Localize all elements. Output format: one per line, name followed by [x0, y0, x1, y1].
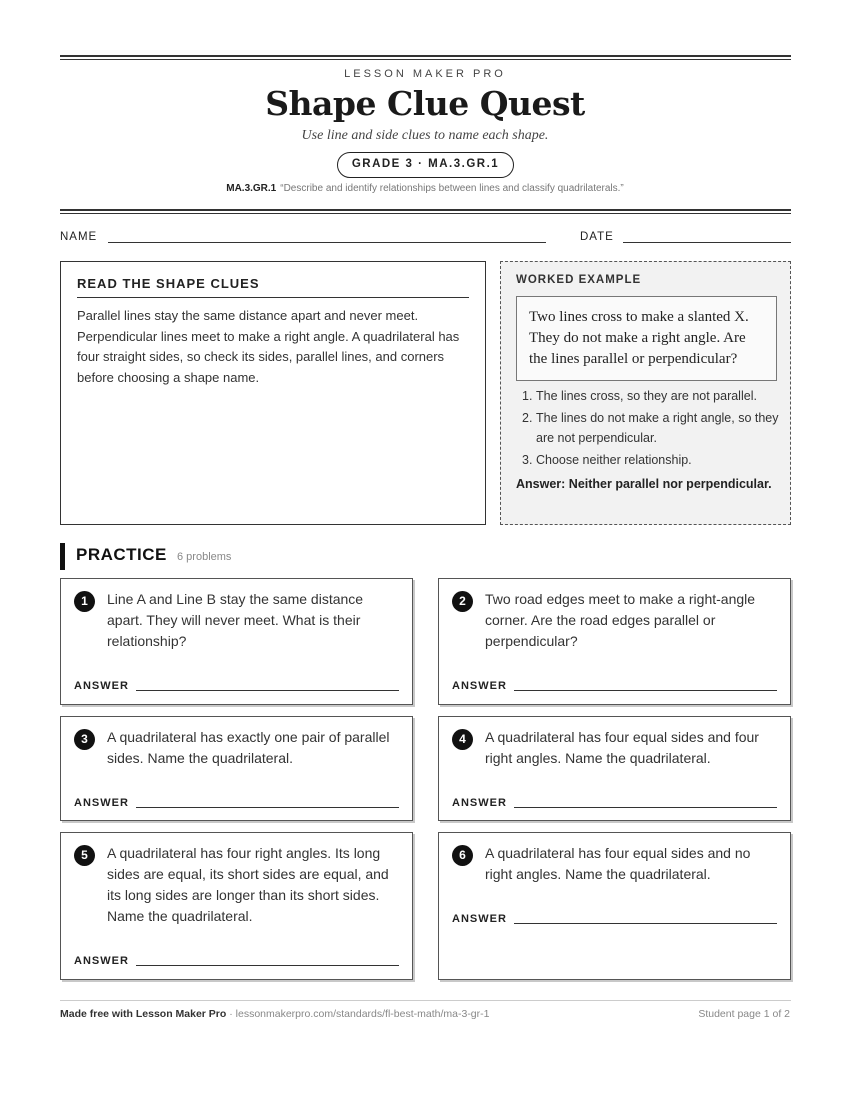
problem-card-1	[60, 578, 413, 705]
page-subtitle: Use line and side clues to name each shape.	[301, 128, 549, 143]
worked-example-panel	[500, 261, 791, 525]
footer-rule	[60, 1000, 791, 1001]
worked-example-answer: Answer: Neither parallel nor perpendicular.	[516, 477, 772, 491]
problem-number-badge: 1	[74, 591, 95, 612]
worked-step: 2. The lines do not make a right angle, so they are not perpendicular.	[522, 411, 779, 445]
problem-number-badge: 4	[452, 729, 473, 750]
practice-heading: PRACTICE	[76, 545, 167, 564]
problem-card-2	[438, 578, 791, 705]
grade-badge: GRADE 3 · MA.3.GR.1	[337, 152, 514, 178]
problem-text: A quadrilateral has four equal sides and four right angles. Name the quadrilateral.	[485, 729, 759, 766]
answer-field[interactable]	[514, 690, 777, 691]
problem-text: Two road edges meet to make a right-angle corner. Are the road edges parallel or perpendicular?	[485, 591, 756, 649]
practice-count: 6 problems	[177, 551, 232, 563]
problem-card-3	[60, 716, 413, 821]
problem-text: A quadrilateral has four right angles. Its long sides are equal, its short sides are equal, and its long sides are longer than its short sides. Name the quadrilateral.	[107, 845, 389, 924]
name-label: NAME	[60, 231, 98, 243]
answer-label: ANSWER	[74, 680, 129, 692]
page-title: Shape Clue Quest	[265, 84, 585, 123]
answer-label: ANSWER	[452, 797, 507, 809]
standard-code: MA.3.GR.1	[226, 183, 277, 194]
shape-clues-panel	[60, 261, 486, 525]
problem-card-4	[438, 716, 791, 821]
problem-number-badge: 5	[74, 845, 95, 866]
answer-field[interactable]	[136, 690, 399, 691]
worked-example-steps	[516, 386, 780, 472]
answer-field[interactable]	[136, 807, 399, 808]
header-bottom-rule	[60, 209, 791, 214]
footer-credit	[60, 1008, 489, 1020]
practice-accent-bar	[60, 543, 65, 570]
brand-name: LESSON MAKER PRO	[344, 68, 506, 80]
header-top-rule	[60, 55, 791, 60]
answer-field[interactable]	[136, 965, 399, 966]
problem-number-badge: 2	[452, 591, 473, 612]
answer-label: ANSWER	[452, 913, 507, 925]
date-label: DATE	[580, 231, 614, 243]
worked-example-question: Two lines cross to make a slanted X. They do not make a right angle. Are the lines parallel or perpendicular?	[516, 296, 777, 381]
standard-description	[0, 183, 850, 194]
problem-card-5	[60, 832, 413, 980]
date-field[interactable]	[623, 242, 791, 243]
answer-label: ANSWER	[452, 680, 507, 692]
worked-example-heading: WORKED EXAMPLE	[516, 274, 642, 286]
shape-clues-heading: READ THE SHAPE CLUES	[77, 276, 469, 298]
name-field[interactable]	[108, 242, 546, 243]
problem-text: A quadrilateral has exactly one pair of parallel sides. Name the quadrilateral.	[107, 729, 390, 766]
problem-number-badge: 6	[452, 845, 473, 866]
problem-card-6	[438, 832, 791, 980]
shape-clues-text: Parallel lines stay the same distance apart and never meet. Perpendicular lines meet to make a right angle. A quadrilateral has four straight sides, so check its sides, parallel lines, and corners before choosing a shape name.	[77, 308, 460, 385]
answer-field[interactable]	[514, 923, 777, 924]
standard-text: “Describe and identify relationships between lines and classify quadrilaterals.”	[280, 183, 624, 194]
problem-text: A quadrilateral has four equal sides and no right angles. Name the quadrilateral.	[485, 845, 751, 882]
problem-number-badge: 3	[74, 729, 95, 750]
footer-url[interactable]: · lessonmakerpro.com/standards/fl-best-math/ma-3-gr-1	[226, 1008, 490, 1020]
problem-text: Line A and Line B stay the same distance apart. They will never meet. What is their relationship?	[107, 591, 364, 649]
answer-label: ANSWER	[74, 797, 129, 809]
worked-step: 1. The lines cross, so they are not parallel.	[522, 389, 757, 403]
answer-field[interactable]	[514, 807, 777, 808]
worked-step: 3. Choose neither relationship.	[522, 453, 692, 467]
answer-label: ANSWER	[74, 955, 129, 967]
page-number: Student page 1 of 2	[698, 1008, 790, 1020]
footer-made-with: Made free with Lesson Maker Pro	[60, 1008, 227, 1020]
